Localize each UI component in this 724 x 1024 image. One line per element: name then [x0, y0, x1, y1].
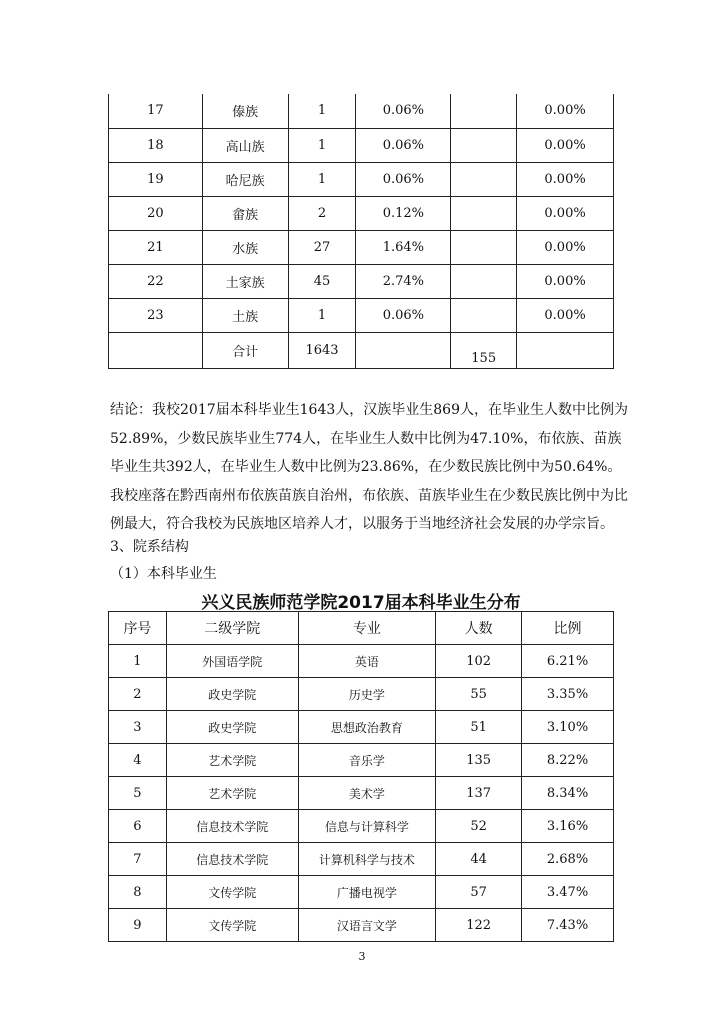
ethnic-name: 哈尼族	[202, 162, 288, 196]
header-count: 人数	[436, 612, 522, 645]
table-row	[109, 876, 614, 909]
graduate-ratio-2: 0.00%	[517, 264, 614, 298]
graduate-count: 135	[436, 744, 522, 777]
header-major: 专业	[298, 612, 436, 645]
table-row	[109, 711, 614, 744]
row-number: 2	[109, 678, 167, 711]
row-number: 6	[109, 810, 167, 843]
graduate-count: 1	[288, 162, 356, 196]
graduate-ratio: 0.06%	[356, 94, 451, 128]
graduate-ratio: 0.06%	[356, 162, 451, 196]
graduate-count: 55	[436, 678, 522, 711]
header-no: 序号	[109, 612, 167, 645]
major-name: 美术学	[298, 777, 436, 810]
table-row	[109, 810, 614, 843]
table-row	[109, 645, 614, 678]
graduate-ratio: 3.35%	[522, 678, 614, 711]
graduate-ratio: 8.22%	[522, 744, 614, 777]
subsection-heading: （1）本科毕业生	[110, 566, 217, 582]
header-dept: 二级学院	[166, 612, 298, 645]
graduate-ratio-2: 0.00%	[517, 196, 614, 230]
department-name: 政史学院	[166, 711, 298, 744]
row-number: 7	[109, 843, 167, 876]
department-name: 艺术学院	[166, 777, 298, 810]
graduate-ratio-2: 0.00%	[517, 94, 614, 128]
table-row	[109, 678, 614, 711]
graduate-ratio: 2.74%	[356, 264, 451, 298]
department-name: 信息技术学院	[166, 843, 298, 876]
row-number: 23	[109, 298, 203, 332]
graduate-count-2	[451, 230, 517, 264]
major-name: 历史学	[298, 678, 436, 711]
department-name: 文传学院	[166, 876, 298, 909]
graduate-ratio-2: 0.00%	[517, 128, 614, 162]
total-ratio-2	[517, 332, 614, 368]
row-number: 3	[109, 711, 167, 744]
major-name: 汉语言文学	[298, 909, 436, 942]
ethnic-name: 傣族	[202, 94, 288, 128]
table-row	[109, 843, 614, 876]
ethnic-name: 水族	[202, 230, 288, 264]
row-number: 4	[109, 744, 167, 777]
department-name: 外国语学院	[166, 645, 298, 678]
graduate-count-2	[451, 128, 517, 162]
graduate-ratio: 6.21%	[522, 645, 614, 678]
graduate-distribution-table	[108, 611, 614, 942]
major-name: 英语	[298, 645, 436, 678]
row-number: 19	[109, 162, 203, 196]
major-name: 计算机科学与技术	[298, 843, 436, 876]
row-number: 18	[109, 128, 203, 162]
graduate-count: 57	[436, 876, 522, 909]
graduate-ratio: 8.34%	[522, 777, 614, 810]
graduate-count-2	[451, 264, 517, 298]
total-empty-cell	[109, 332, 203, 368]
total-count-2: 155	[451, 332, 517, 368]
table-row	[109, 744, 614, 777]
ethnic-distribution-table	[108, 94, 614, 369]
total-count: 1643	[288, 332, 356, 368]
graduate-count: 44	[436, 843, 522, 876]
graduate-count: 1	[288, 128, 356, 162]
graduate-ratio: 3.47%	[522, 876, 614, 909]
department-name: 文传学院	[166, 909, 298, 942]
table-row	[109, 128, 614, 162]
graduate-ratio: 0.12%	[356, 196, 451, 230]
row-number: 5	[109, 777, 167, 810]
graduate-count: 45	[288, 264, 356, 298]
table-row	[109, 162, 614, 196]
row-number: 22	[109, 264, 203, 298]
graduate-ratio-2: 0.00%	[517, 298, 614, 332]
graduate-ratio-2: 0.00%	[517, 162, 614, 196]
department-name: 信息技术学院	[166, 810, 298, 843]
table-row	[109, 94, 614, 128]
table-row	[109, 909, 614, 942]
graduate-count: 102	[436, 645, 522, 678]
graduate-count: 1	[288, 298, 356, 332]
graduate-ratio: 1.64%	[356, 230, 451, 264]
graduate-count-2	[451, 298, 517, 332]
total-label: 合计	[202, 332, 288, 368]
ethnic-name: 高山族	[202, 128, 288, 162]
page-number: 3	[358, 950, 366, 963]
graduate-count-2	[451, 196, 517, 230]
table-row	[109, 264, 614, 298]
graduate-count: 122	[436, 909, 522, 942]
row-number: 20	[109, 196, 203, 230]
graduate-ratio-2: 0.00%	[517, 230, 614, 264]
ethnic-name: 畲族	[202, 196, 288, 230]
major-name: 音乐学	[298, 744, 436, 777]
row-number: 9	[109, 909, 167, 942]
row-number: 8	[109, 876, 167, 909]
table-row	[109, 777, 614, 810]
graduate-count-2	[451, 162, 517, 196]
section-heading: 3、院系结构	[110, 539, 189, 555]
major-name: 思想政治教育	[298, 711, 436, 744]
graduate-ratio: 7.43%	[522, 909, 614, 942]
department-name: 政史学院	[166, 678, 298, 711]
graduate-count-2	[451, 94, 517, 128]
graduate-count: 51	[436, 711, 522, 744]
ethnic-name: 土家族	[202, 264, 288, 298]
total-ratio	[356, 332, 451, 368]
graduate-count: 27	[288, 230, 356, 264]
conclusion-paragraph: 结论：我校2017届本科毕业生1643人，汉族毕业生869人，在毕业生人数中比例为52.89%，少数民族毕业生774人，在毕业生人数中比例为47.10%，布依族、苗族毕业生共392人，在毕业生人数中比例为23.86%，在少数民族比例中为50.64%。我校座落在黔西南州布依族苗族自治州，布依族、苗族毕业生在少数民族比例中为比例最大，符合我校为民族地区培养人才，以服务于当地经济社会发展的办学宗旨。	[110, 402, 628, 532]
table-row	[109, 298, 614, 332]
header-ratio: 比例	[522, 612, 614, 645]
major-name: 信息与计算科学	[298, 810, 436, 843]
table-title: 兴义民族师范学院2017届本科毕业生分布	[201, 593, 521, 613]
row-number: 1	[109, 645, 167, 678]
major-name: 广播电视学	[298, 876, 436, 909]
graduate-ratio: 3.16%	[522, 810, 614, 843]
table-header-row	[109, 612, 614, 645]
row-number: 21	[109, 230, 203, 264]
total-row	[109, 332, 614, 368]
graduate-ratio: 0.06%	[356, 298, 451, 332]
graduate-count: 1	[288, 94, 356, 128]
table-row	[109, 196, 614, 230]
table-row	[109, 230, 614, 264]
graduate-count: 2	[288, 196, 356, 230]
row-number: 17	[109, 94, 203, 128]
graduate-ratio: 0.06%	[356, 128, 451, 162]
graduate-ratio: 2.68%	[522, 843, 614, 876]
graduate-ratio: 3.10%	[522, 711, 614, 744]
graduate-count: 52	[436, 810, 522, 843]
graduate-count: 137	[436, 777, 522, 810]
ethnic-name: 土族	[202, 298, 288, 332]
department-name: 艺术学院	[166, 744, 298, 777]
